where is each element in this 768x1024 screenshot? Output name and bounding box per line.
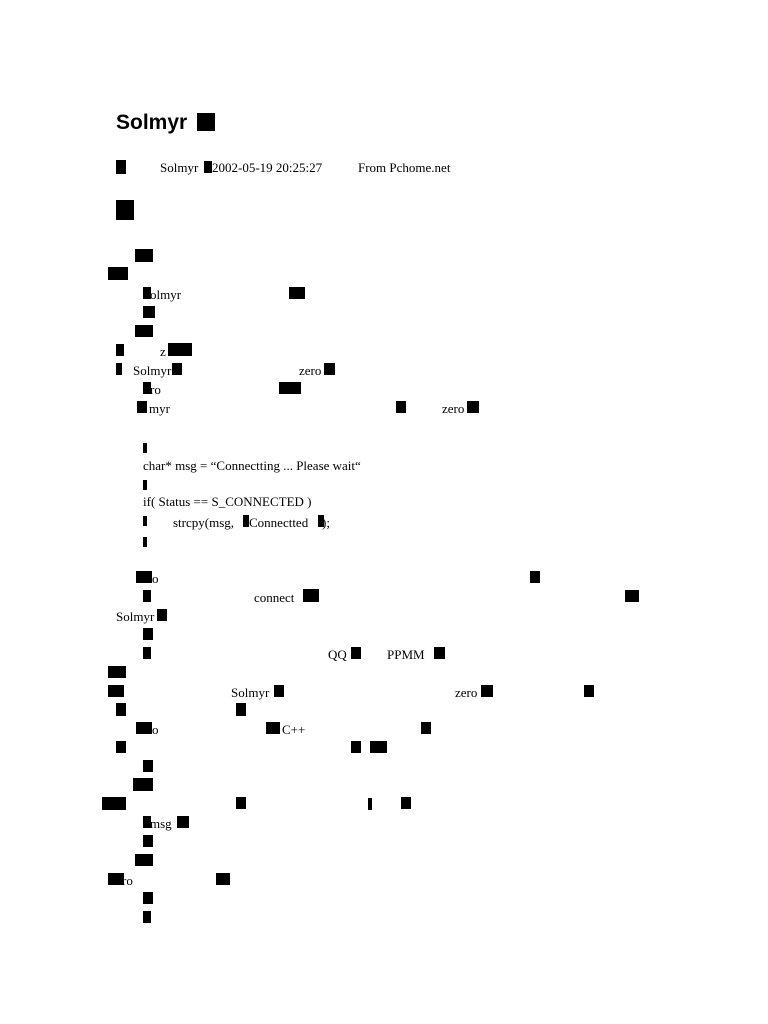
para-glyph <box>135 854 153 866</box>
para-glyph <box>236 797 246 809</box>
para-glyph <box>143 911 151 923</box>
body-text: connect <box>254 590 295 605</box>
para-glyph <box>136 722 152 734</box>
section-glyph <box>116 200 134 220</box>
code-line: ); <box>322 515 330 530</box>
para-glyph <box>116 741 126 753</box>
code-glyph <box>143 516 147 526</box>
para-glyph <box>108 267 128 280</box>
para-glyph <box>108 666 126 678</box>
para-glyph <box>266 722 280 734</box>
meta-source: From Pchome.net <box>358 160 451 175</box>
meta-glyph-2 <box>204 161 212 173</box>
para-glyph <box>172 363 182 375</box>
body-text: olmyr <box>150 287 182 302</box>
body-text: o <box>152 722 159 737</box>
para-glyph <box>102 797 126 810</box>
para-glyph <box>143 835 153 847</box>
title-glyph-1 <box>197 113 215 131</box>
code-line: Connectted <box>249 515 309 530</box>
para-glyph <box>143 760 153 772</box>
para-glyph <box>108 685 124 697</box>
para-glyph <box>177 816 189 828</box>
para-glyph <box>303 589 319 602</box>
code-line: strcpy(msg, <box>173 515 235 530</box>
body-text: o <box>152 571 159 586</box>
code-glyph <box>143 480 147 490</box>
para-glyph <box>584 685 594 697</box>
para-glyph <box>351 741 361 753</box>
para-glyph <box>434 647 445 659</box>
body-text: myr <box>149 401 170 416</box>
body-text: msg <box>150 816 172 831</box>
para-glyph <box>157 609 167 621</box>
para-glyph <box>135 249 153 262</box>
body-text: zero <box>442 401 465 416</box>
body-text: QQ <box>328 647 347 662</box>
para-glyph <box>368 798 372 810</box>
para-glyph <box>137 401 147 413</box>
para-glyph <box>143 306 155 318</box>
page-title <box>116 112 215 133</box>
body-text: Solmyr <box>231 685 270 700</box>
para-glyph <box>143 647 151 659</box>
para-glyph <box>279 382 301 394</box>
code-glyph <box>143 537 147 547</box>
code-line: if( Status == S_CONNECTED ) <box>143 494 312 509</box>
para-glyph <box>370 741 387 753</box>
para-glyph <box>143 892 153 904</box>
body-text: Solmyr <box>116 609 155 624</box>
body-text: Solmyr <box>133 363 172 378</box>
para-glyph <box>530 571 540 583</box>
body-text: ro <box>150 382 161 397</box>
meta-datetime: 2002-05-19 20:25:27 <box>212 160 323 175</box>
para-glyph <box>625 590 639 602</box>
para-glyph <box>324 363 335 375</box>
para-glyph <box>143 628 153 640</box>
para-glyph <box>168 343 192 356</box>
title-text: Solmyr <box>116 111 188 134</box>
para-glyph <box>216 873 230 885</box>
code-line: char* msg = “Connectting ... Please wait“ <box>143 458 361 473</box>
body-text: PPMM <box>387 647 425 662</box>
para-glyph <box>143 590 151 602</box>
para-glyph <box>133 778 153 791</box>
para-glyph <box>135 325 153 337</box>
body-text: z <box>160 344 166 359</box>
para-glyph <box>481 685 493 697</box>
para-glyph <box>116 703 126 716</box>
para-glyph <box>401 797 411 809</box>
para-glyph <box>236 703 246 716</box>
para-glyph <box>274 685 284 697</box>
body-text: zero <box>299 363 322 378</box>
para-glyph <box>116 344 124 356</box>
para-glyph <box>421 722 431 734</box>
body-text: ro <box>122 873 133 888</box>
body-text: zero <box>455 685 478 700</box>
para-glyph <box>351 647 361 659</box>
code-glyph <box>143 443 147 453</box>
para-glyph <box>396 401 406 413</box>
para-glyph <box>136 571 152 583</box>
meta-author: Solmyr <box>160 160 199 175</box>
meta-glyph <box>116 160 126 174</box>
para-glyph <box>289 287 305 299</box>
para-glyph <box>116 363 122 375</box>
para-glyph <box>467 401 479 413</box>
body-text: C++ <box>282 722 306 737</box>
